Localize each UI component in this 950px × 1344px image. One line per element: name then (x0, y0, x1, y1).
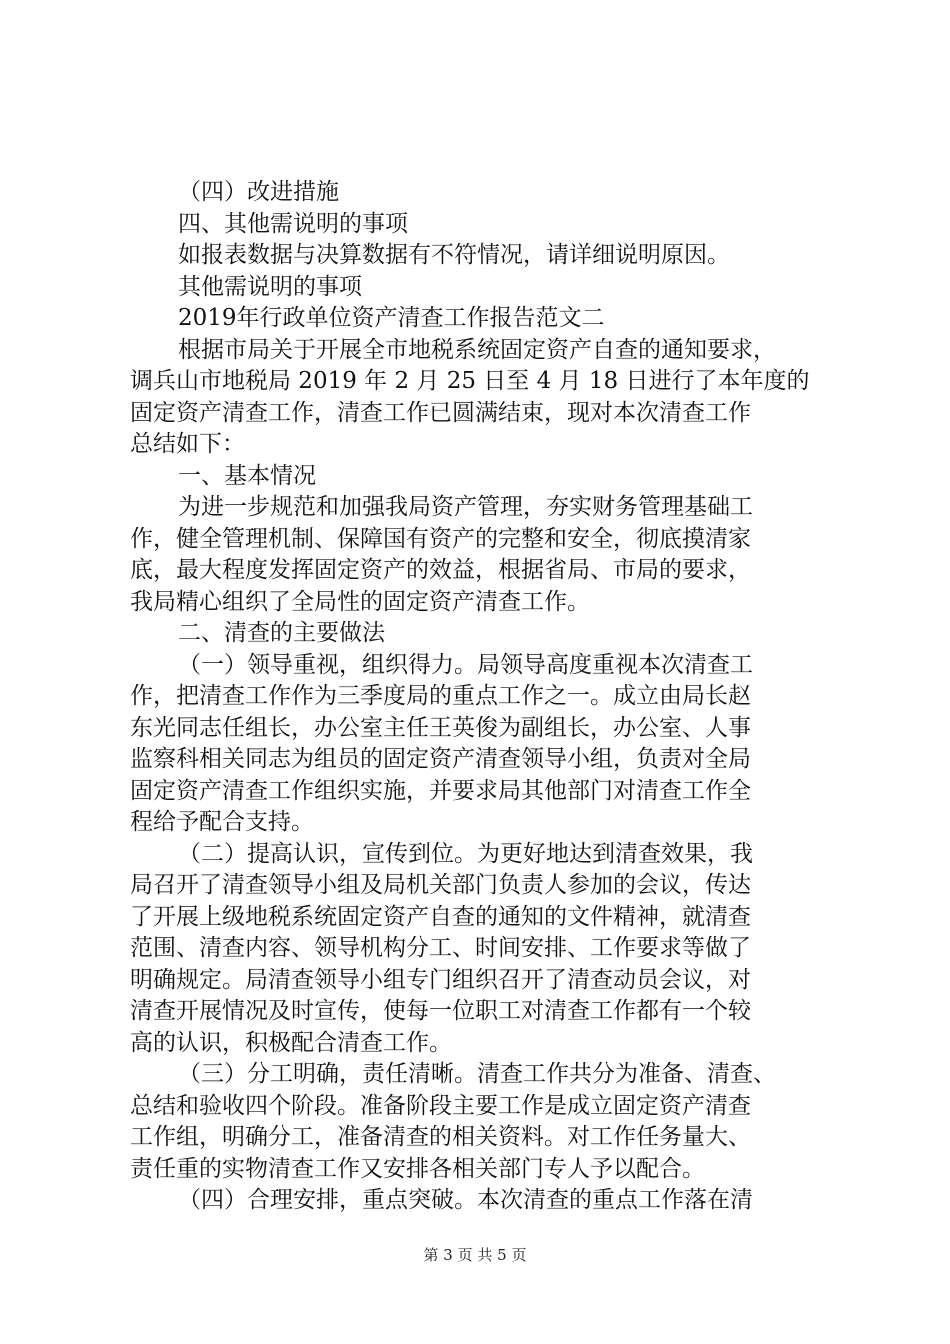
text-line: 总结如下： (130, 431, 245, 457)
text-line: 固定资产清查工作组织实施，并要求局其他部门对清查工作全 (130, 777, 751, 804)
text-line: 监察科相关同志为组员的固定资产清查领导小组，负责对全局 (130, 746, 751, 772)
text-line: 范围、清查内容、领导机构分工、时间安排、工作要求等做了 (130, 935, 751, 961)
text-line: 底，最大程度发挥固定资产的效益，根据省局、市局的要求， (130, 557, 751, 583)
text-line: 东光同志任组长，办公室主任王英俊为副组长，办公室、人事 (130, 714, 751, 741)
text-line: （四）改进措施 (178, 179, 339, 205)
text-line: 2019年行政单位资产清查工作报告范文二 (178, 305, 605, 331)
text-line: （二）提高认识，宣传到位。为更好地达到清查效果，我 (178, 840, 753, 867)
text-line: 二、清查的主要做法 (178, 620, 385, 646)
text-line: 作，把清查工作作为三季度局的重点工作之一。成立由局长赵 (130, 683, 751, 709)
text-line: 一、基本情况 (178, 462, 316, 489)
text-line: 明确规定。局清查领导小组专门组织召开了清查动员会议，对 (130, 966, 751, 993)
text-line: 如报表数据与决算数据有不符情况，请详细说明原因。 (178, 242, 730, 268)
text-line: 局召开了清查领导小组及局机关部门负责人参加的会议，传达 (130, 872, 751, 898)
text-line: 清查开展情况及时宣传，使每一位职工对清查工作都有一个较 (130, 998, 751, 1024)
text-line: 总结和验收四个阶段。准备阶段主要工作是成立固定资产清查 (130, 1092, 751, 1119)
page-number-footer: 第 3 页 共 5 页 (423, 1246, 527, 1264)
text-line: 我局精心组织了全局性的固定资产清查工作。 (130, 588, 590, 615)
text-line: 程给予配合支持。 (130, 809, 314, 835)
text-line: 根据市局关于开展全市地税系统固定资产自查的通知要求， (178, 336, 776, 363)
text-line: （三）分工明确，责任清晰。清查工作共分为准备、清查、 (178, 1061, 776, 1087)
text-line: （一）领导重视，组织得力。局领导高度重视本次清查工 (178, 651, 753, 678)
text-line: 作，健全管理机制、保障国有资产的完整和安全，彻底摸清家 (130, 525, 751, 552)
document-body (130, 177, 830, 1217)
text-line: （四）合理安排，重点突破。本次清查的重点工作落在清 (178, 1187, 753, 1213)
text-line: 了开展上级地税系统固定资产自查的通知的文件精神，就清查 (130, 903, 751, 930)
text-line: 四、其他需说明的事项 (178, 210, 408, 237)
text-line: 调兵山市地税局 2019 年 2 月 25 日至 4 月 18 日进行了本年度的 (130, 368, 810, 394)
text-line: 固定资产清查工作，清查工作已圆满结束，现对本次清查工作 (130, 399, 751, 426)
text-line: 为进一步规范和加强我局资产管理，夯实财务管理基础工 (178, 494, 753, 520)
text-line: 其他需说明的事项 (178, 273, 362, 300)
text-line: 责任重的实物清查工作又安排各相关部门专人予以配合。 (130, 1155, 705, 1182)
text-line: 工作组，明确分工，准备清查的相关资料。对工作任务量大、 (130, 1124, 751, 1150)
text-line: 高的认识，积极配合清查工作。 (130, 1029, 452, 1056)
